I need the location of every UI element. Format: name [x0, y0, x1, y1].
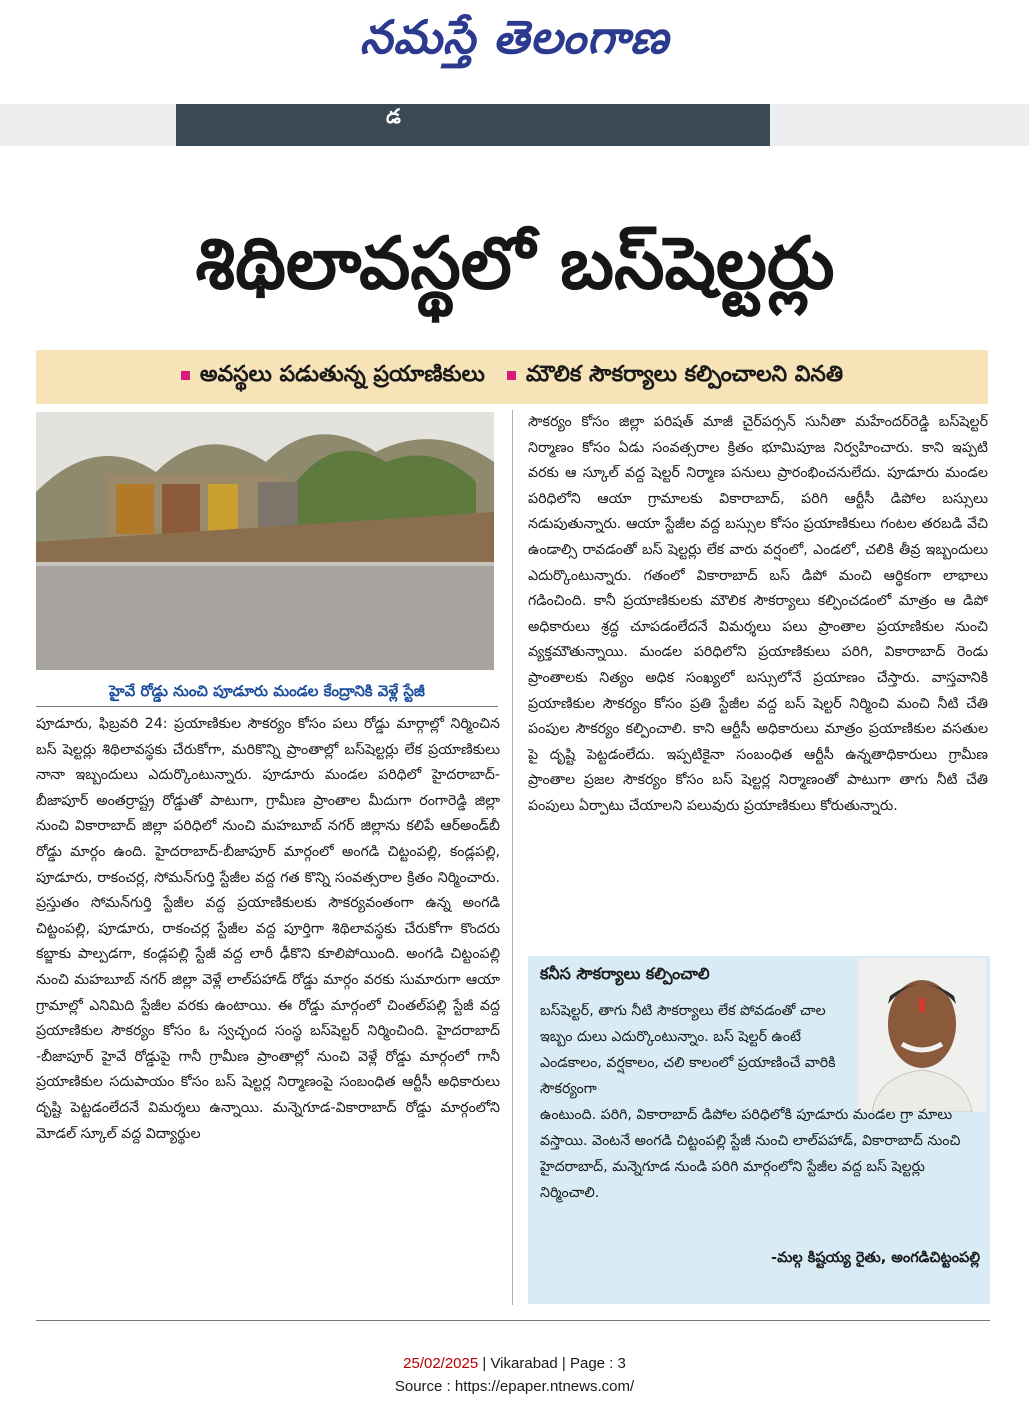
subhead-item — [181, 362, 485, 392]
subhead-item — [507, 362, 843, 392]
footer-place: Vikarabad — [490, 1355, 558, 1372]
footer-separator: | — [478, 1355, 491, 1372]
footer-page: Page : 3 — [569, 1355, 626, 1372]
subhead-text: అవస్థలు పడుతున్న ప్రయాణికులు — [199, 362, 485, 387]
quote-box-title: కనీస సౌకర్యాలు కల్పించాలి — [540, 964, 710, 983]
bullet-icon — [181, 371, 190, 380]
footer-meta — [0, 1352, 1029, 1375]
bus-shelter-photo — [36, 412, 494, 670]
newspaper-logo: నమస్తే తెలంగాణ — [359, 10, 670, 64]
bullet-icon — [507, 371, 516, 380]
article-headline: శిథిలావస్థలో బస్‌షెల్టర్లు — [195, 221, 835, 305]
page-footer — [0, 1352, 1029, 1398]
section-band-glyph: డ — [386, 104, 401, 128]
photo-caption: హైవే రోడ్డు నుంచి పూడూరు మండల కేంద్రానికి వెళ్లే స్టేజీ — [36, 676, 498, 707]
column-divider — [512, 410, 513, 1305]
article-column-right: సౌకర్యం కోసం జిల్లా పరిషత్ మాజీ చైర్‌పర్సన్ సునీతా మహేందర్‌రెడ్డి బస్‌షెల్టర్ నిర్మాణం కోసం ఏడు సంవత్సరాల క్రితం భూమిపూజ నిర్వహించారు. కాని ఇప్పటి వరకు ఆ స్కూల్ వద్ద షెల్టర్ నిర్మాణ పనులు ప్రారంభించనులేదు. పూడూరు మండల పరిధిలోని ఆయా గ్రామాలకు వికారాబాద్, పరిగి ఆర్టీసీ డిపోల బస్సులు నడుపుతున్నారు. ఆయా స్టేజీల వద్ద బస్సుల కోసం ప్రయాణికులు గంటల తరబడి వేచి ఉండాల్సి రావడంతో బస్ షెల్టర్లు లేక వారు వర్షంలో, ఎండలో, చలికి తీవ్ర ఇబ్బందులు ఎదుర్కొంటున్నారు. గతంలో వికారాబాద్ బస్ డిపో మంచి ఆర్థికంగా లాభాలు గడించింది. కానీ ప్రయాణికులకు మౌలిక సౌకర్యాలు కల్పించడంలో మాత్రం ఆ డిపో అధికారులు శ్రద్ధ చూపడంలేదనే విమర్శలు పలు ప్రాంతాల ప్రయాణికుల నుంచి వ్యక్తమౌతున్నాయి. మండల పరిధిలోని ప్రయాణికులు పరిగి, వికారాబాద్ రెండు ప్రాంతాలకు నిత్యం అధిక సంఖ్యలో బస్సులోనే ప్రయాణం చేస్తారు. వాస్తవానికి ప్రయాణికుల సౌకర్యం కోసం ప్రతి స్టేజీల వద్ద బస్ షెల్టర్ నిర్మించి మంచి నీటి చేతి పంపుల సౌకర్యం కల్పించాలి. కాని ఆర్టీసీ అధికారులు మాత్రం ప్రయాణికుల వసతుల పై దృష్టి పెట్టడంలేదు. ఇప్పటికైనా సంబంధిత ఆర్టీసీ ఉన్నతాధికారులు గ్రామీణ ప్రాంతాల ప్రజల సౌకర్యం కోసం బస్ షెల్టర్ల నిర్మాణంతో పాటుగా తాగు నీటి చేతి పంపులు ఏర్పాటు చేయాలని పలువురు ప్రయాణికులు కోరుతున్నారు. — [528, 414, 988, 814]
bottom-rule — [36, 1320, 990, 1321]
subhead-text: మౌలిక సౌకర్యాలు కల్పించాలని వినతి — [525, 362, 844, 387]
footer-date: 25/02/2025 — [403, 1355, 479, 1372]
quote-text-narrow: బస్‌షెల్టర్, తాగు నీటి సౌకర్యాలు లేక పోవడంతో చాల ఇబ్బం దులు ఎదుర్కొంటున్నాం. బస్ షెల్టర్ ఉంటే ఎండకాలం, వర్షకాలం, చలి కాలంలో ప్రయాణించే వారికి సౌకర్యంగా — [540, 1003, 836, 1097]
quote-signature: -మల్గ కిష్టయ్య రైతు, అంగడిచిట్టంపల్లి — [771, 1250, 980, 1266]
section-band — [176, 104, 770, 146]
footer-separator: | — [557, 1355, 570, 1372]
quote-box-text — [540, 998, 980, 1263]
quote-text-wide: ఉంటుంది. పరిగి, వికారాబాద్ డిపోల పరిధిలోకి పూడూరు మండల గ్రా మాలు వస్తాయి. వెంటనే అంగడి చిట్టంపల్లి స్టేజీ నుంచి లాల్‌పహాడ్, వికారాబాద్ నుంచి హైదరాబాద్, మన్నెగూడ నుండి పరిగి మార్గంలోని స్టేజీల వద్ద బస్ షెల్టర్లు నిర్మించాలి. — [540, 1107, 961, 1201]
subhead-strip — [36, 350, 988, 404]
article-column-left: పూడూరు, ఫిబ్రవరి 24: ప్రయాణికుల సౌకర్యం కోసం పలు రోడ్డు మార్గాల్లో నిర్మించిన బస్ షెల్టర్లు శిథిలావస్థకు చేరుకోగా, మరికొన్ని ప్రాంతాల్లో బస్‌షెల్టర్లు లేక ప్రయాణికులు నానా ఇబ్బందులు ఎదుర్కొంటున్నారు. పూడూరు మండల పరిధిలో హైదరాబాద్-బీజాపూర్ అంతర్రాష్ట్ర రోడ్డుతో పాటుగా, గ్రామీణ ప్రాంతాల మీదుగా రంగారెడ్డి జిల్లా నుంచి వికారాబాద్ జిల్లా పరిధిలో నుంచి మహబూబ్ నగర్ జిల్లాను కలిపే ఆర్అండ్‌బీ రోడ్డు మార్గం ఉంది. హైదరాబాద్-బీజాపూర్ మార్గంలో అంగడి చిట్టంపల్లి, కండ్లపల్లి, పూడూరు, రాకంచర్ల, సోమన్‌గుర్తి స్టేజీల వద్ద గత కొన్ని సంవత్సరాల క్రితం నిర్మించారు. ప్రస్తుతం సోమన్‌గుర్తి స్టేజీల వద్ద ప్రయాణికులకు సౌకర్యవంతంగా ఉన్న అంగడి చిట్టంపల్లి, పూడూరు, రాకంచర్ల స్టేజీల వద్ద పూర్తిగా శిథిలావస్థకు చేరుకోగా కొందరు కబ్జాకు పాల్పడగా, కండ్లపల్లి స్టేజీ వద్ద లారీ ఢీకొని కూలిపోయింది. అంగడి చిట్టంపల్లి నుంచి మహబూబ్ నగర్ జిల్లా వెళ్లే లాల్‌పహాడ్ రోడ్డు మార్గం వరకు సుమారుగా ఆయా గ్రామాల్లో ఎనిమిది స్టేజీల వరకు ఉంటాయి. ఈ రోడ్డు మార్గంలో చింతల్‌పల్లి స్టేజీ వద్ద ప్రయాణికుల సౌకర్యం కోసం ఓ స్వచ్ఛంద సంస్థ బస్‌షెల్టర్ నిర్మించింది. హైదరాబాద్ -బీజాపూర్ హైవే రోడ్డుపై గానీ గ్రామీణ ప్రాంతాల్లో నుంచి వెళ్లే రోడ్డు మార్గంలో గానీ ప్రయాణికుల సదుపాయం కోసం బస్ షెల్టర్ల నిర్మాణంపై సంబంధిత ఆర్టీసీ అధికారులు దృష్టి పెట్టడంలేదనే విమర్శలు ఉన్నాయి. మన్నెగూడ-వికారాబాద్ రోడ్డు మార్గంలోని మోడల్ స్కూల్ వద్ద విద్యార్థుల — [36, 716, 500, 1142]
footer-source: Source : https://epaper.ntnews.com/ — [394, 1378, 635, 1395]
masthead — [0, 0, 1029, 104]
